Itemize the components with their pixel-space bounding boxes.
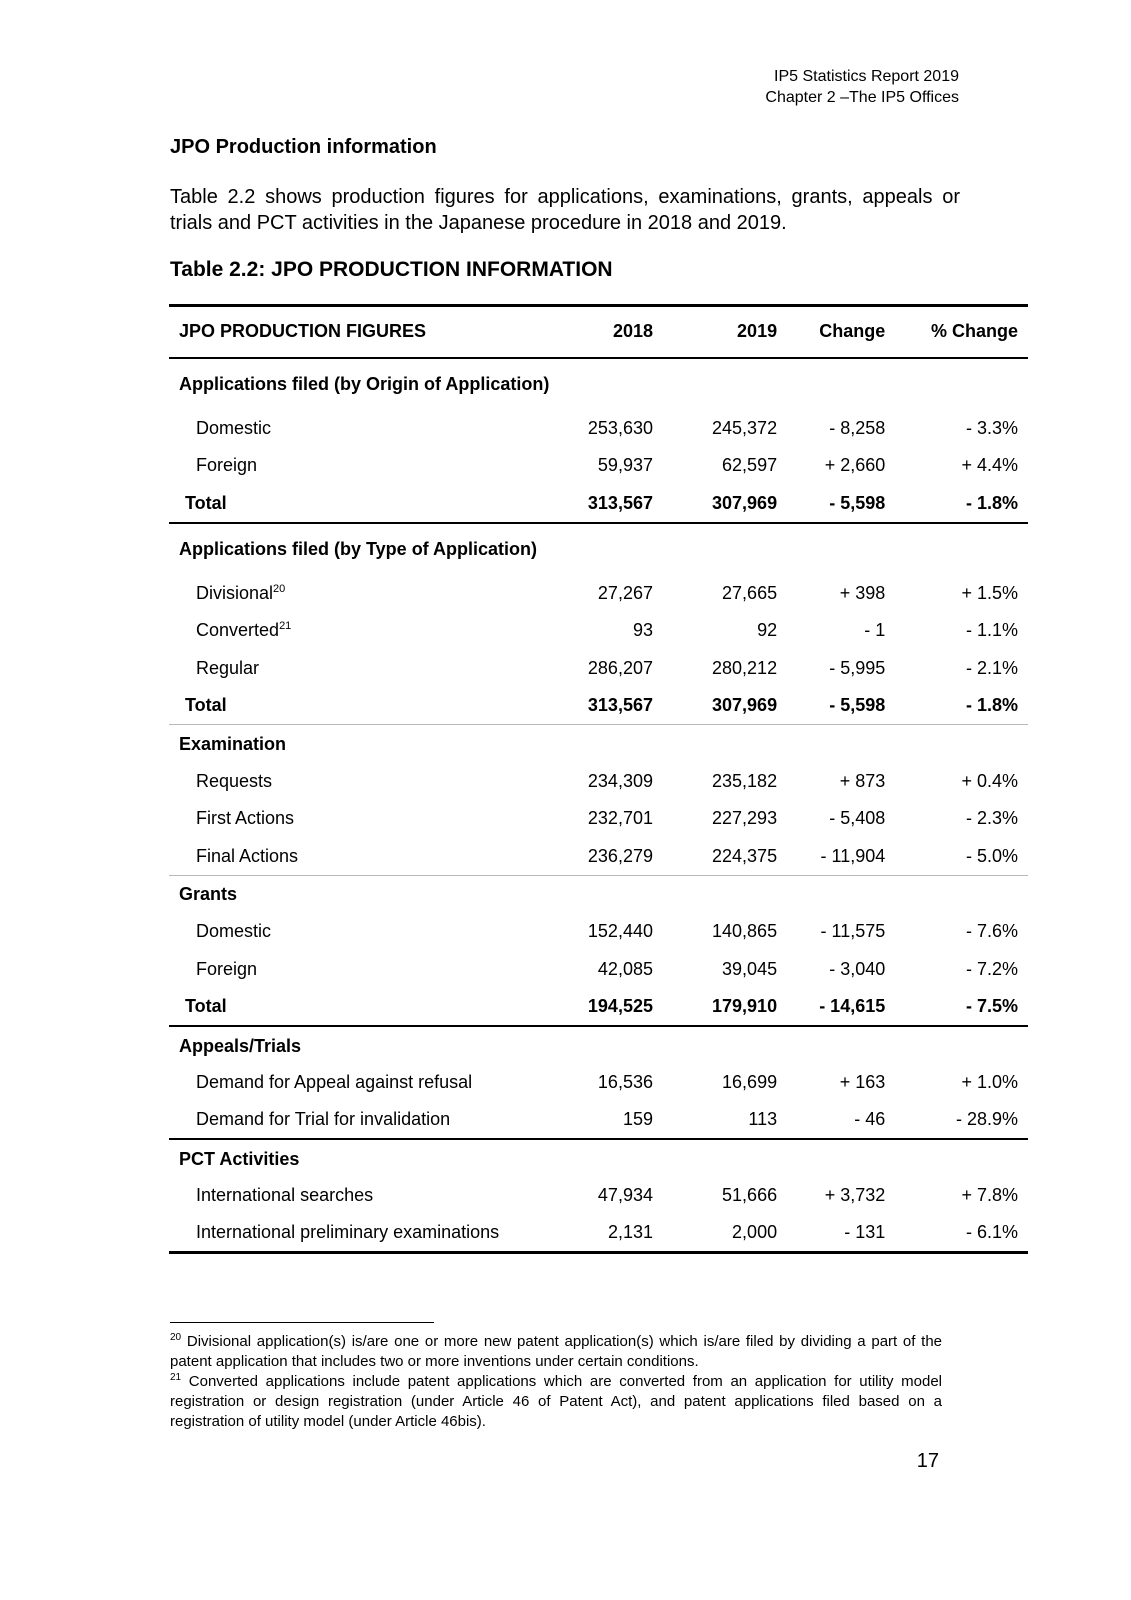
cell-2018: 47,934 bbox=[597, 1185, 653, 1206]
col-header-figures: JPO PRODUCTION FIGURES bbox=[179, 321, 427, 342]
cell-2018: 232,701 bbox=[587, 808, 653, 829]
cell-2018: 234,309 bbox=[587, 770, 653, 791]
cell-change: - 5,598 bbox=[829, 492, 886, 513]
table-row bbox=[169, 1177, 1028, 1215]
category-row bbox=[169, 725, 1028, 763]
cell-2019: 307,969 bbox=[712, 492, 778, 513]
footnote-text: Divisional application(s) is/are one or more new patent application(s) which is/are filed by dividing a part of the patent application that includes two or more inventions under certain conditions. bbox=[170, 1333, 943, 1370]
cell-change: + 398 bbox=[839, 582, 886, 603]
total-label: Total bbox=[185, 492, 227, 513]
footnote-ref[interactable]: 21 bbox=[279, 620, 292, 633]
cell-2019: 92 bbox=[757, 620, 778, 641]
cell-pct-change: + 7.8% bbox=[961, 1185, 1018, 1206]
cell-pct-change: - 3.3% bbox=[965, 417, 1018, 438]
cell-2019: 280,212 bbox=[712, 657, 778, 678]
cell-change: - 1 bbox=[864, 620, 886, 641]
cell-change: + 3,732 bbox=[824, 1185, 886, 1206]
table-row bbox=[169, 1102, 1028, 1140]
cell-change: - 11,575 bbox=[820, 921, 886, 942]
footnote-text: Converted applications include patent applications which are converted from an application for utility model registration or design registration (under Article 46 of Patent Act), and patent applications filed based on a registration of utility model (under Article 46bis). bbox=[170, 1373, 942, 1430]
table-row bbox=[169, 951, 1028, 989]
cell-2018: 93 bbox=[632, 620, 653, 641]
cell-change: - 5,995 bbox=[829, 657, 886, 678]
category-title: PCT Activities bbox=[179, 1148, 300, 1169]
cell-pct-change: - 7.2% bbox=[965, 958, 1018, 979]
row-label: Foreign bbox=[196, 455, 258, 476]
cell-2018: 253,630 bbox=[587, 417, 653, 438]
cell-2018: 16,536 bbox=[597, 1072, 653, 1093]
col-header-2018: 2018 bbox=[612, 321, 653, 342]
category-title: Grants bbox=[179, 884, 238, 905]
cell-2018: 42,085 bbox=[597, 958, 653, 979]
page-number: 17 bbox=[916, 1450, 939, 1472]
category-row bbox=[169, 1139, 1028, 1177]
table-row bbox=[169, 1064, 1028, 1102]
footnote-number: 21 bbox=[170, 1372, 182, 1383]
row-label bbox=[169, 575, 552, 613]
table-row bbox=[169, 575, 1028, 613]
total-label: Total bbox=[185, 695, 227, 715]
cell-pct-change: - 1.8% bbox=[965, 492, 1018, 513]
footnote-separator bbox=[170, 1322, 434, 1323]
table-row bbox=[169, 410, 1028, 448]
cell-pct-change: - 6.1% bbox=[965, 1222, 1018, 1242]
row-label: Final Actions bbox=[196, 845, 299, 866]
category-row bbox=[169, 358, 1028, 410]
category-row bbox=[169, 875, 1028, 913]
category-title: Applications filed (by Origin of Application) bbox=[179, 374, 550, 394]
cell-pct-change: + 4.4% bbox=[961, 455, 1018, 476]
footnote-21 bbox=[170, 1372, 942, 1432]
row-label: Demand for Trial for invalidation bbox=[196, 1109, 451, 1130]
row-label: Domestic bbox=[196, 921, 272, 942]
category-title: Appeals/Trials bbox=[179, 1035, 302, 1056]
cell-2018: 27,267 bbox=[597, 582, 653, 603]
table-row bbox=[169, 913, 1028, 951]
cell-2018: 2,131 bbox=[607, 1222, 653, 1242]
cell-2018: 152,440 bbox=[587, 921, 653, 942]
cell-change: - 5,598 bbox=[829, 695, 886, 715]
cell-2019: 140,865 bbox=[712, 921, 778, 942]
category-row bbox=[169, 523, 1028, 575]
category-title: Examination bbox=[179, 733, 287, 754]
col-header-2019: 2019 bbox=[737, 321, 778, 342]
cell-change: - 8,258 bbox=[829, 417, 886, 438]
table-row bbox=[169, 838, 1028, 876]
footnotes bbox=[170, 1332, 942, 1432]
table-row bbox=[169, 612, 1028, 650]
cell-pct-change: - 1.8% bbox=[965, 695, 1018, 715]
cell-2018: 313,567 bbox=[587, 492, 653, 513]
cell-2018: 286,207 bbox=[587, 657, 653, 678]
header-row bbox=[169, 306, 1028, 358]
table-body bbox=[169, 358, 1028, 1253]
row-label: First Actions bbox=[196, 808, 295, 829]
total-label: Total bbox=[185, 996, 227, 1016]
cell-2019: 2,000 bbox=[732, 1222, 778, 1242]
cell-2019: 16,699 bbox=[722, 1072, 778, 1093]
total-row bbox=[169, 485, 1028, 523]
cell-pct-change: + 0.4% bbox=[961, 770, 1018, 791]
report-title: IP5 Statistics Report 2019 bbox=[774, 68, 959, 85]
table-title: Table 2.2: JPO PRODUCTION INFORMATION bbox=[170, 258, 613, 281]
cell-2018: 59,937 bbox=[597, 455, 653, 476]
cell-change: - 5,408 bbox=[829, 808, 886, 829]
section-heading: JPO Production information bbox=[170, 136, 437, 158]
category-title: Applications filed (by Type of Application) bbox=[179, 539, 538, 559]
row-label: Foreign bbox=[196, 958, 258, 979]
cell-pct-change: - 2.3% bbox=[965, 808, 1018, 829]
cell-change: - 11,904 bbox=[820, 845, 886, 866]
cell-pct-change: + 1.0% bbox=[961, 1072, 1018, 1093]
cell-change: - 46 bbox=[854, 1109, 886, 1130]
cell-2019: 39,045 bbox=[722, 958, 778, 979]
cell-change: + 873 bbox=[839, 770, 886, 791]
cell-2019: 62,597 bbox=[722, 455, 778, 476]
col-header-change: Change bbox=[819, 321, 886, 342]
table-row bbox=[169, 800, 1028, 838]
table-row bbox=[169, 447, 1028, 485]
cell-2019: 27,665 bbox=[722, 582, 778, 603]
cell-change: - 3,040 bbox=[829, 958, 886, 979]
row-label: Domestic bbox=[196, 417, 272, 438]
running-header bbox=[765, 66, 959, 108]
row-label: Demand for Appeal against refusal bbox=[196, 1072, 473, 1093]
footnote-ref[interactable]: 20 bbox=[273, 582, 286, 595]
row-label-text: Divisional bbox=[196, 582, 274, 603]
row-label: International searches bbox=[196, 1185, 374, 1206]
category-row bbox=[169, 1026, 1028, 1064]
footnote-20 bbox=[170, 1332, 942, 1372]
cell-change: + 2,660 bbox=[824, 455, 886, 476]
cell-2018: 313,567 bbox=[587, 695, 653, 715]
cell-change: - 14,615 bbox=[819, 996, 886, 1016]
cell-2018: 159 bbox=[622, 1109, 653, 1130]
table-row bbox=[169, 763, 1028, 801]
row-label: Regular bbox=[196, 657, 260, 678]
footnote-number: 20 bbox=[170, 1332, 182, 1343]
table-row bbox=[169, 1215, 1028, 1253]
col-header-pct-change: % Change bbox=[930, 321, 1018, 342]
cell-2019: 179,910 bbox=[712, 996, 778, 1016]
cell-pct-change: - 5.0% bbox=[965, 845, 1018, 866]
table-row bbox=[169, 650, 1028, 688]
cell-2019: 51,666 bbox=[722, 1185, 778, 1206]
cell-2019: 235,182 bbox=[712, 770, 778, 791]
row-label-text: Converted bbox=[196, 620, 280, 641]
row-label: International preliminary examinations bbox=[196, 1222, 500, 1242]
cell-pct-change: - 7.5% bbox=[965, 996, 1018, 1016]
cell-pct-change: - 7.6% bbox=[965, 921, 1018, 942]
cell-pct-change: - 1.1% bbox=[965, 620, 1018, 641]
total-row bbox=[169, 687, 1028, 725]
table-header bbox=[169, 306, 1028, 358]
production-table bbox=[169, 304, 1028, 1254]
cell-pct-change: - 28.9% bbox=[955, 1109, 1018, 1130]
chapter-title: Chapter 2 –The IP5 Offices bbox=[765, 89, 959, 106]
cell-pct-change: + 1.5% bbox=[961, 582, 1018, 603]
cell-2019: 113 bbox=[748, 1109, 778, 1130]
cell-2019: 224,375 bbox=[712, 845, 778, 866]
cell-change: - 131 bbox=[844, 1222, 886, 1242]
cell-2018: 236,279 bbox=[587, 845, 653, 866]
cell-change: + 163 bbox=[839, 1072, 886, 1093]
cell-2018: 194,525 bbox=[587, 996, 653, 1016]
intro-paragraph: Table 2.2 shows production figures for applications, examinations, grants, appeals or trials and PCT activities in the Japanese procedure in 2018 and 2019. bbox=[170, 186, 960, 234]
cell-2019: 227,293 bbox=[712, 808, 778, 829]
cell-pct-change: - 2.1% bbox=[965, 657, 1018, 678]
cell-2019: 307,969 bbox=[712, 695, 778, 715]
row-label bbox=[169, 612, 552, 650]
total-row bbox=[169, 988, 1028, 1026]
row-label: Requests bbox=[196, 770, 273, 791]
cell-2019: 245,372 bbox=[712, 417, 778, 438]
